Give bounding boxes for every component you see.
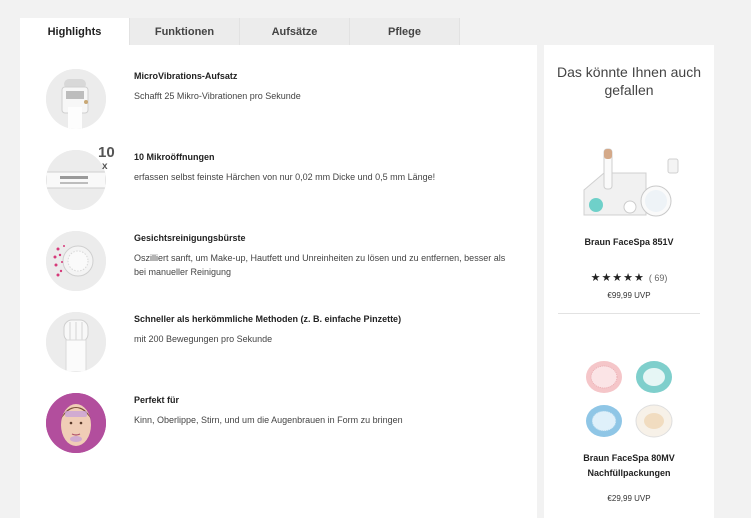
recommendations-sidebar xyxy=(544,45,714,518)
sidebar-title: Das könnte Ihnen auch gefallen xyxy=(557,64,701,98)
feature-title: 10 Mikroöffnungen xyxy=(134,152,215,162)
tab-bar xyxy=(20,18,460,45)
divider xyxy=(558,313,700,314)
micro-openings-image xyxy=(46,150,106,210)
tab-aufsaetze[interactable]: Aufsätze xyxy=(240,18,350,45)
epilator-head-image xyxy=(46,312,106,372)
feature-description: Kinn, Oberlippe, Stirn, und um die Augenbrauen in Form zu bringen xyxy=(134,415,403,425)
product-image-facespa-80mv[interactable] xyxy=(574,353,684,445)
cleansing-brush-image xyxy=(46,231,106,291)
feature-item xyxy=(20,312,537,382)
product-image-facespa-851v[interactable] xyxy=(574,145,684,225)
feature-item xyxy=(20,144,537,220)
feature-description: Oszilliert sanft, um Make-up, Hautfett und Unreinheiten zu lösen und zu entfernen, besser als bei manueller Reinigung xyxy=(134,253,506,277)
feature-item xyxy=(20,393,537,463)
product-price: €29,99 UVP xyxy=(607,494,651,503)
tab-highlights[interactable]: Highlights xyxy=(20,18,130,45)
rating-count: ( 69) xyxy=(648,273,668,283)
micro-openings-badge-sub: x xyxy=(102,161,108,172)
feature-item xyxy=(20,231,537,301)
product-price: €99,99 UVP xyxy=(607,291,651,300)
feature-title: MicroVibrations-Aufsatz xyxy=(134,71,238,81)
feature-item xyxy=(20,69,537,139)
face-areas-image xyxy=(46,393,106,453)
feature-title: Gesichtsreinigungsbürste xyxy=(134,233,246,243)
microvibrations-attachment-image xyxy=(46,69,106,129)
feature-description: Schafft 25 Mikro-Vibrationen pro Sekunde xyxy=(134,91,301,101)
feature-description: mit 200 Bewegungen pro Sekunde xyxy=(134,334,273,344)
highlights-panel xyxy=(20,45,537,518)
star-rating-icon: ★★★★★ xyxy=(590,272,645,284)
tab-pflege[interactable]: Pflege xyxy=(350,18,460,45)
feature-description: erfassen selbst feinste Härchen von nur 0,02 mm Dicke und 0,5 mm Länge! xyxy=(134,172,436,182)
product-name[interactable]: Braun FaceSpa 80MV Nachfüllpackungen xyxy=(583,453,675,478)
feature-title: Perfekt für xyxy=(134,395,180,405)
product-rating xyxy=(544,271,714,284)
product-name[interactable]: Braun FaceSpa 851V xyxy=(584,237,674,247)
tab-funktionen[interactable]: Funktionen xyxy=(130,18,240,45)
feature-title: Schneller als herkömmliche Methoden (z. B. einfache Pinzette) xyxy=(134,314,402,324)
micro-openings-badge: 10 xyxy=(98,144,115,161)
